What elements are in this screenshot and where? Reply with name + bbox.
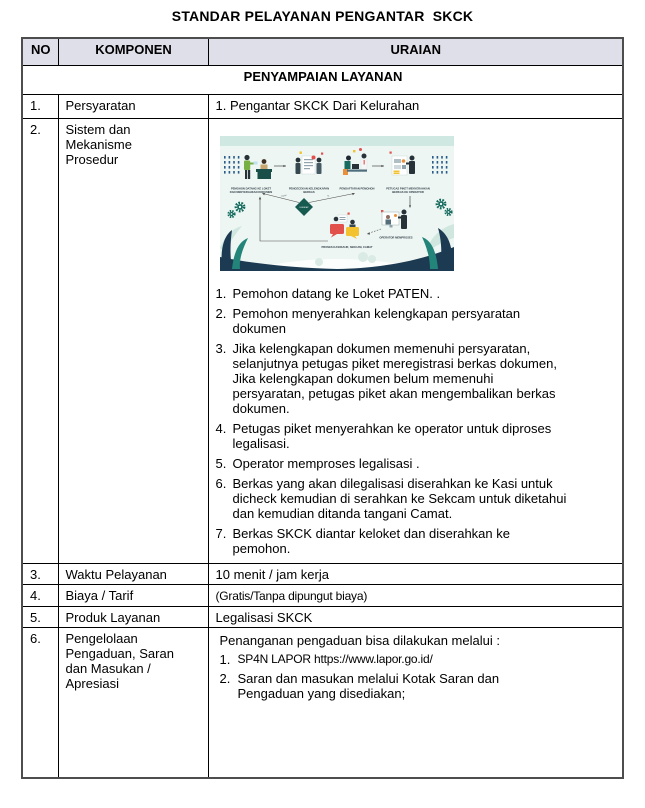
service-standard-table xyxy=(21,37,624,779)
row5-komponen: Produk Layanan xyxy=(58,607,208,628)
row6-no: 6. xyxy=(22,628,58,778)
svg-text:PEMOHON DATANG KE LOKET: PEMOHON DATANG KE LOKET xyxy=(230,187,271,191)
row5-uraian: Legalisasi SKCK xyxy=(208,607,623,628)
row3-uraian: 10 menit / jam kerja xyxy=(208,564,623,585)
list-item: 2. Pemohon menyerahkan kelengkapan persyaratan dokumen xyxy=(215,306,521,336)
svg-text:OPERATOR MEMPROSES: OPERATOR MEMPROSES xyxy=(378,236,413,240)
row2-uraian xyxy=(208,119,623,564)
row1-komponen: Persyaratan xyxy=(58,95,208,119)
svg-text:PENGECEKAN KELENGKAPAN: PENGECEKAN KELENGKAPAN xyxy=(288,187,329,191)
list-item: 5. Operator memproses legalisasi . xyxy=(215,456,420,471)
list-item: 1. Pemohon datang ke Loket PATEN. . xyxy=(215,286,441,301)
list-item: 7. Berkas SKCK diantar keloket dan diserahkan ke pemohon. xyxy=(215,526,510,556)
procedure-steps-list xyxy=(216,286,608,556)
list-item: 4. Petugas piket menyerahkan ke operator untuk diproses legalisasi. xyxy=(215,421,552,451)
page-title: STANDAR PELAYANAN PENGANTAR SKCK xyxy=(171,8,474,24)
row1-uraian: 1. Pengantar SKCK Dari Kelurahan xyxy=(208,95,623,119)
svg-text:BERKAS KE OPERATOR: BERKAS KE OPERATOR xyxy=(391,191,424,194)
procedure-flowchart-illustration xyxy=(220,136,454,271)
row1-no: 1. xyxy=(22,95,58,119)
row2-komponen: Sistem dan Mekanisme Prosedur xyxy=(58,119,208,564)
table-row-pengaduan xyxy=(22,628,623,778)
list-item: 6. Berkas yang akan dilegalisasi diserahkan ke Kasi untuk dicheck kemudian di serahkan ke Sekcam untuk diketahui dan kemudian ditanda tangani Camat. xyxy=(215,476,567,521)
header-no: NO xyxy=(22,38,58,66)
branch-label-no: TIDAK xyxy=(280,194,287,199)
row3-no: 3. xyxy=(22,564,58,585)
branch-label-yes: YA xyxy=(326,195,329,198)
svg-text:PETUGAS PIKET MENYERAHKAN: PETUGAS PIKET MENYERAHKAN xyxy=(385,187,430,191)
section-row xyxy=(22,66,623,95)
table-row-biaya xyxy=(22,585,623,607)
flowchart-background xyxy=(220,136,454,271)
table-row-persyaratan xyxy=(22,95,623,119)
row2-no: 2. xyxy=(22,119,58,564)
list-item: 3. Jika kelengkapan dokumen memenuhi persyaratan, selanjutnya petugas piket meregistrasi berkas dokumen, Jika kelengkapan dokumen belum memenuhi persyaratan, petugas piket akan mengembalikan berkas dokumen. xyxy=(215,341,557,416)
row4-no: 4. xyxy=(22,585,58,607)
svg-text:BERKAS: BERKAS xyxy=(302,191,315,194)
header-uraian: URAIAN xyxy=(208,38,623,66)
table-row-waktu xyxy=(22,564,623,585)
table-header-row xyxy=(22,38,623,66)
section-title: PENYAMPAIAN LAYANAN xyxy=(22,66,623,95)
row5-no: 5. xyxy=(22,607,58,628)
list-item: 1. SP4N LAPOR https://www.lapor.go.id/ xyxy=(219,652,433,667)
row3-komponen: Waktu Pelayanan xyxy=(58,564,208,585)
row6-komponen: Pengelolaan Pengaduan, Saran dan Masukan / Apresiasi xyxy=(58,628,208,778)
list-item: 2. Saran dan masukan melalui Kotak Saran dan Pengaduan yang disediakan; xyxy=(219,671,500,701)
flowchart-svg xyxy=(220,136,454,271)
row4-uraian: (Gratis/Tanpa dipungut biaya) xyxy=(208,585,623,607)
flowchart-top-band xyxy=(220,136,454,146)
table-row-produk xyxy=(22,607,623,628)
svg-text:LENGKAP: LENGKAP xyxy=(299,207,308,209)
svg-text:PENDAFTARAN PEMOHON: PENDAFTARAN PEMOHON xyxy=(339,187,374,191)
row4-komponen: Biaya / Tarif xyxy=(58,585,208,607)
table-row-prosedur xyxy=(22,119,623,564)
header-komponen: KOMPONEN xyxy=(58,38,208,66)
row6-uraian xyxy=(208,628,623,778)
svg-text:PROSES KASI/KAUR, SEKCAM, CAMA: PROSES KASI/KAUR, SEKCAM, CAMAT xyxy=(320,246,373,249)
complaint-intro: Penanganan pengaduan bisa dilakukan melalui : xyxy=(219,633,500,648)
svg-text:DAN MENYERAHKAN DOKUMEN: DAN MENYERAHKAN DOKUMEN xyxy=(229,191,272,194)
